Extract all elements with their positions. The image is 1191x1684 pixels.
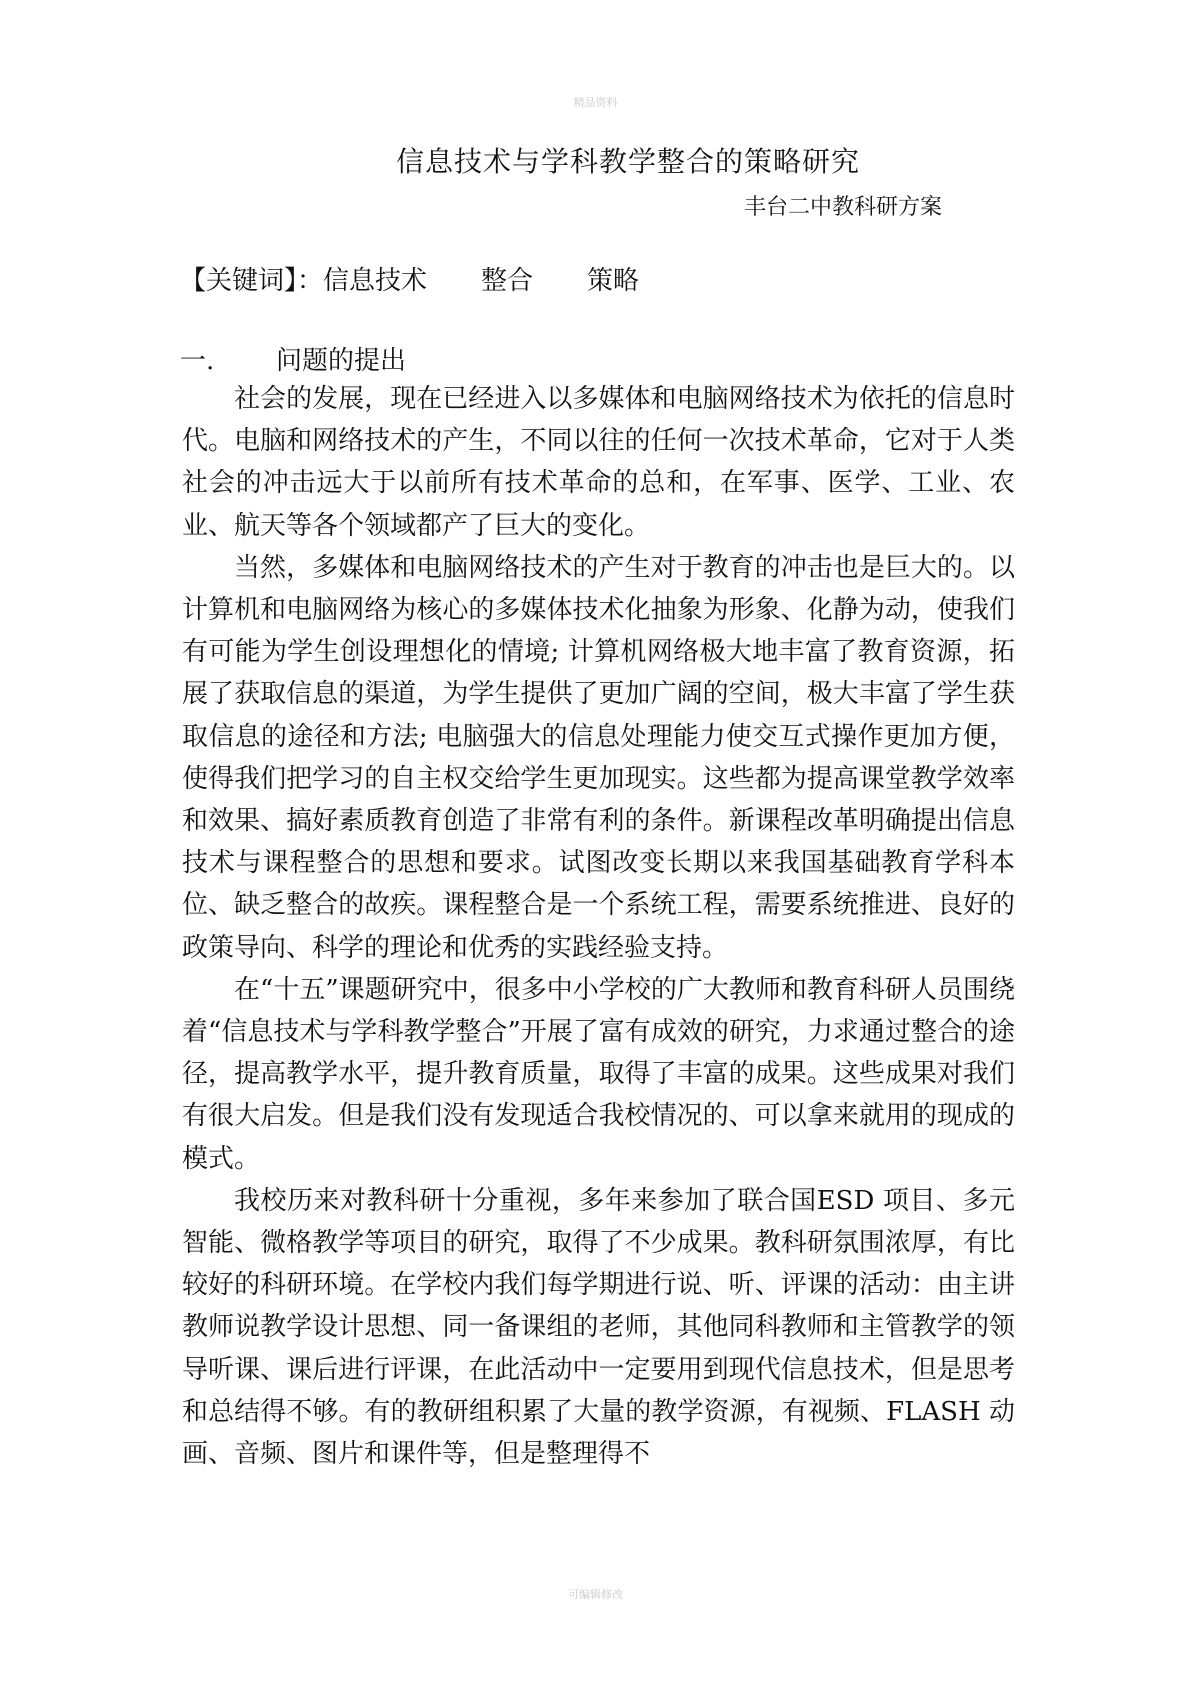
keywords-line — [180, 260, 1080, 297]
keywords-label: 【关键词】： — [180, 266, 324, 296]
footer-watermark: 可编辑修改 — [568, 1588, 623, 1601]
paragraph: 在“十五”课题研究中，很多中小学校的广大教师和教育科研人员围绕着“信息技术与学科教学整合”开展了富有成效的研究，力求通过整合的途径，提高教学水平，提升教育质量，取得了丰富的成果。这些成果对我们有很大启发。但是我们没有发现适合我校情况的、可以拿来就用的现成的模式。 — [182, 974, 1015, 1174]
keyword-item: 信息技术 — [323, 266, 428, 296]
document-author: 丰台二中教科研方案 — [744, 195, 943, 220]
paragraph: 当然，多媒体和电脑网络技术的产生对于教育的冲击也是巨大的。以计算机和电脑网络为核心的多媒体技术化抽象为形象、化静为动，使我们有可能为学生创设理想化的情境; 计算机网络极大地丰富了教育资源，拓展了获取信息的渠道，为学生提供了更加广阔的空间，极大丰富了学生获取信息的途径和方法; 电脑强大的信息处理能力使交互式操作更加方便，使得我们把学习的自主权交给学生更加现实。这些都为提高课堂教学效率和效果、搞好素质教育创造了非常有利的条件。新课程改革明确提出信息技术与课程整合的思想和要求。试图改变长期以来我国基础教育学科本位、缺乏整合的故疾。课程整合是一个系统工程，需要系统推进、良好的政策导向、科学的理论和优秀的实践经验支持。 — [182, 552, 1015, 963]
section-number: 一. — [180, 346, 215, 376]
keyword-item: 策略 — [587, 266, 640, 296]
section-title: 问题的提出 — [276, 346, 407, 376]
section-heading — [180, 340, 1080, 377]
paragraph: 我校历来对教科研十分重视，多年来参加了联合国ESD 项目、多元智能、微格教学等项目的研究，取得了不少成果。教科研氛围浓厚，有比较好的科研环境。在学校内我们每学期进行说、听、评课的活动：由主讲教师说教学设计思想、同一备课组的老师，其他同科教师和主管教学的领导听课、课后进行评课，在此活动中一定要用到现代信息技术，但是思考和总结得不够。有的教研组积累了大量的教学资源，有视频、FLASH 动画、音频、图片和课件等，但是整理得不 — [182, 1185, 1015, 1470]
paragraph: 社会的发展，现在已经进入以多媒体和电脑网络技术为依托的信息时代。电脑和网络技术的产生，不同以往的任何一次技术革命，它对于人类社会的冲击远大于以前所有技术革命的总和，在军事、医学、工业、农业、航天等各个领域都产了巨大的变化。 — [182, 384, 1015, 541]
body-text — [182, 378, 1015, 1475]
document-title: 信息技术与学科教学整合的策略研究 — [396, 145, 861, 178]
header-watermark: 精品资料 — [573, 96, 618, 109]
keyword-item: 整合 — [481, 266, 534, 296]
